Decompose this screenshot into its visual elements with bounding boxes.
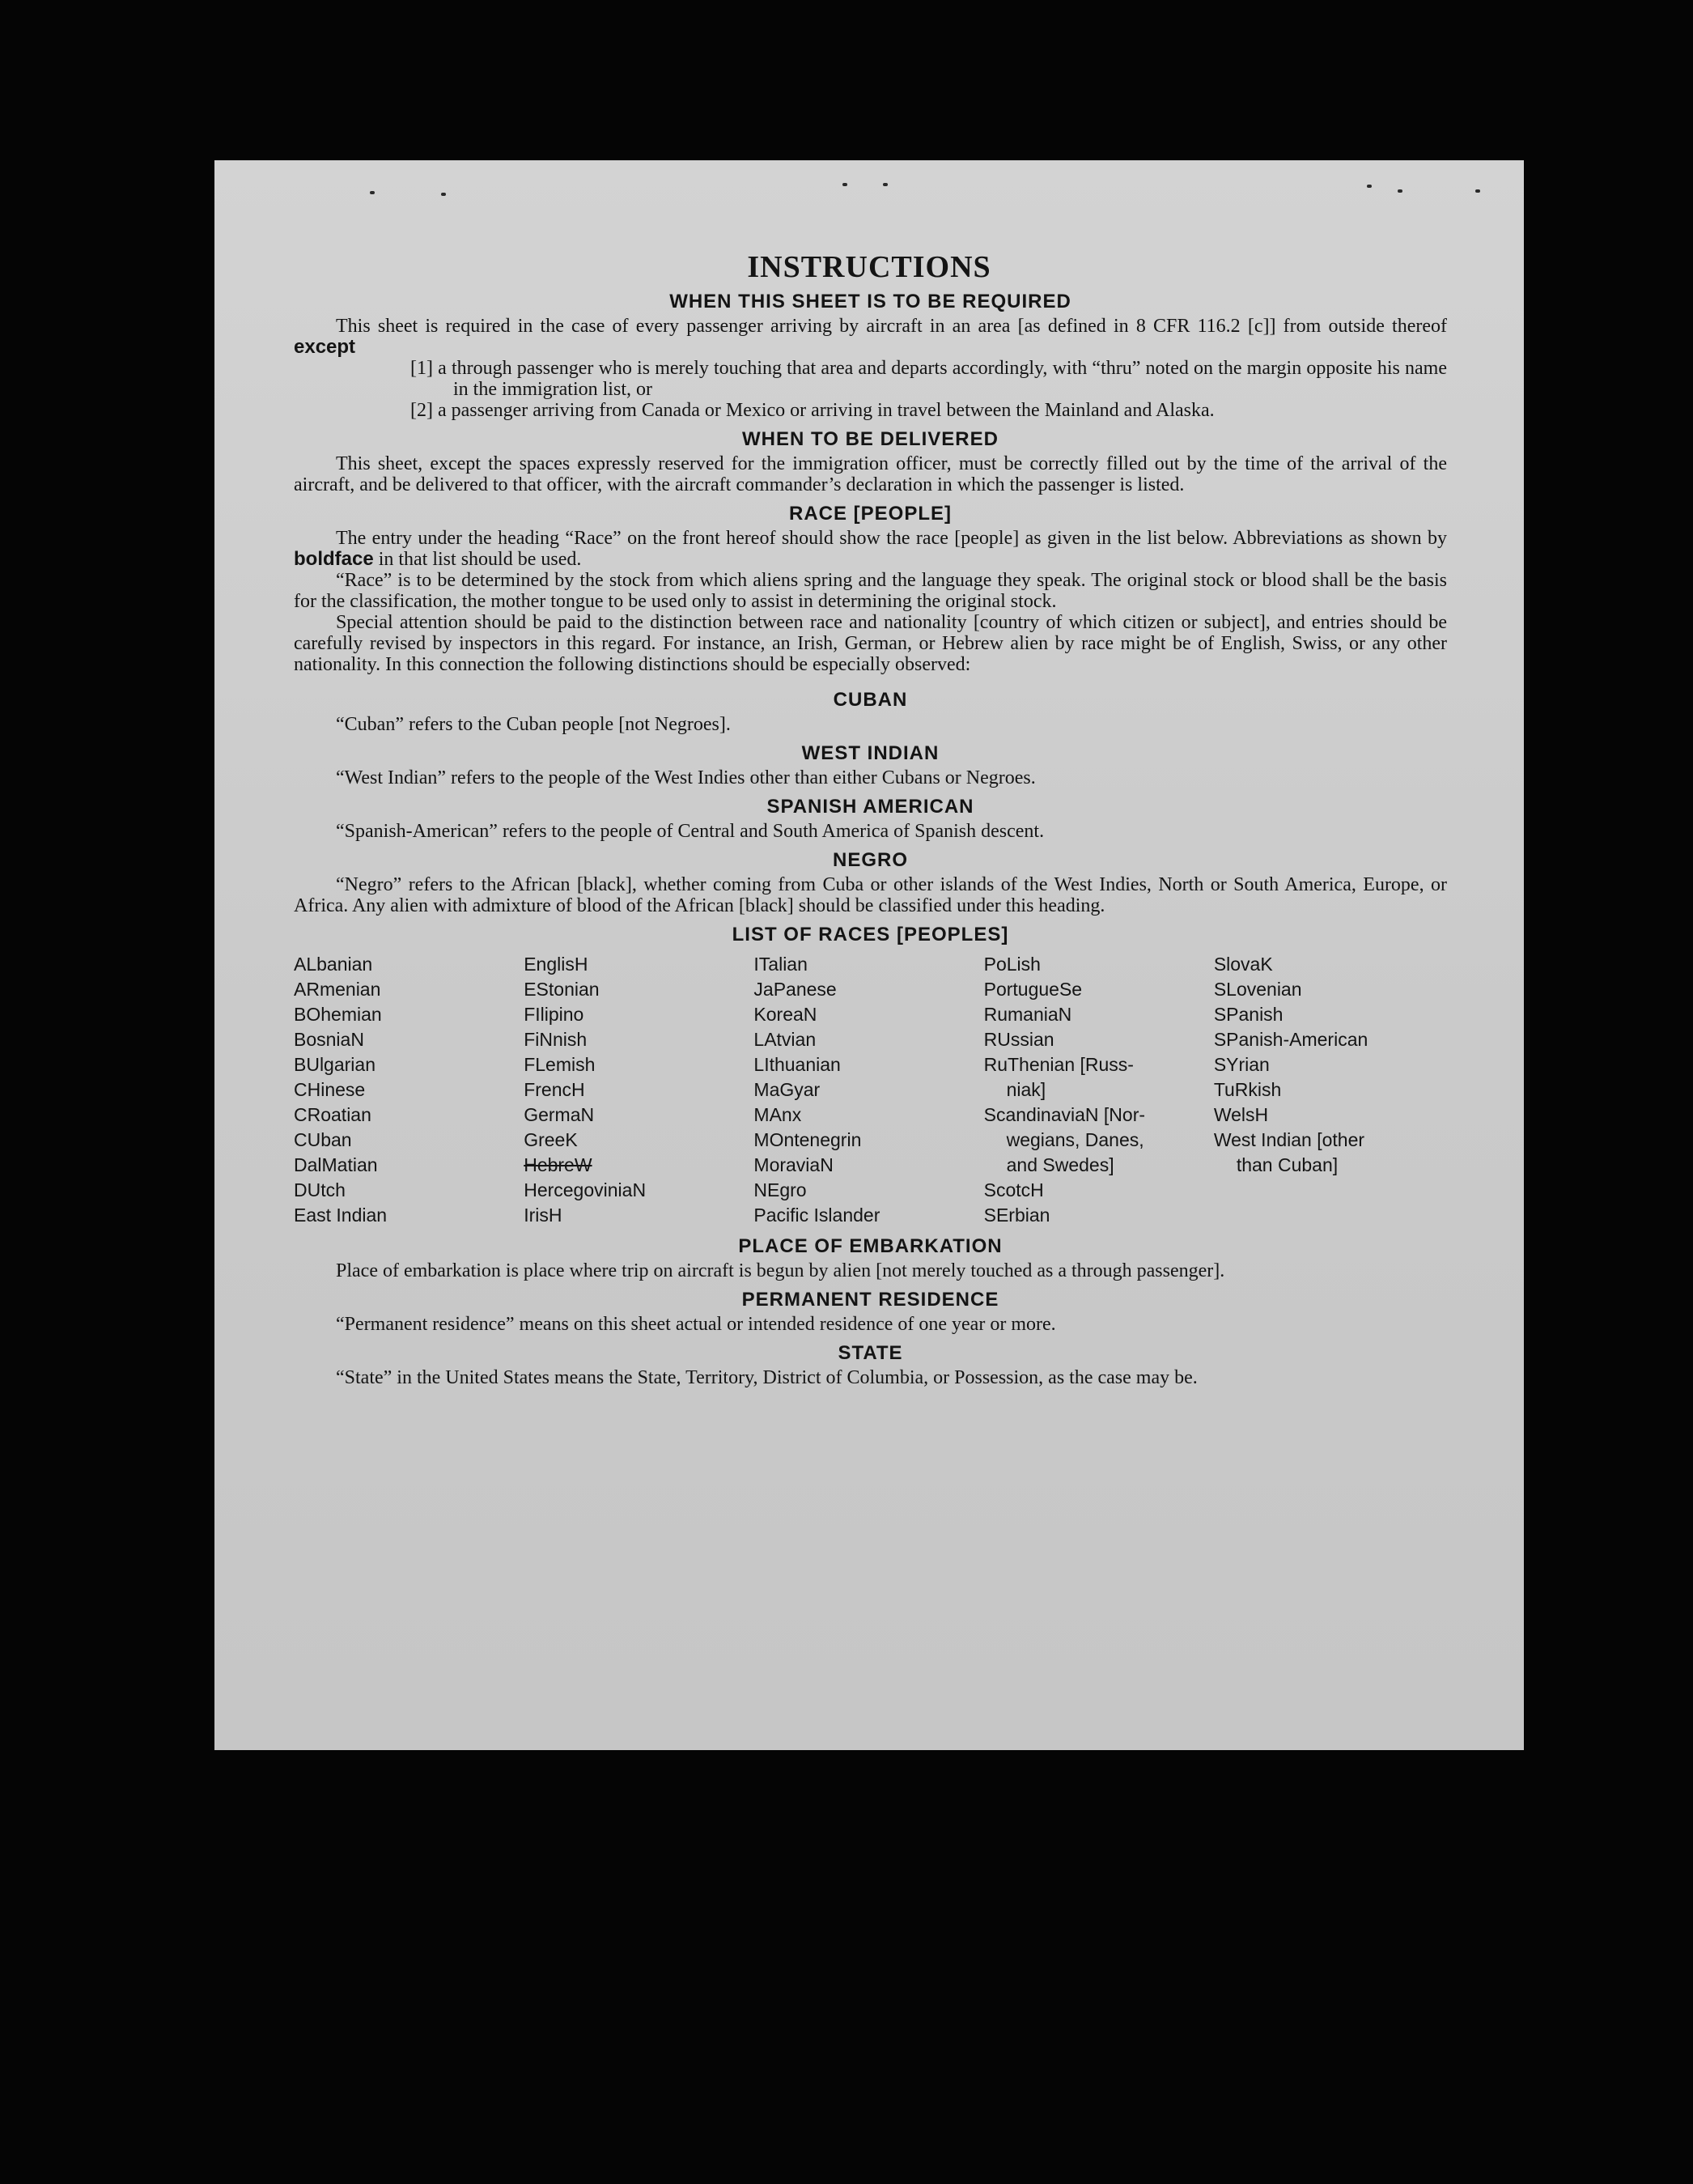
- instruction-sheet: [214, 160, 1524, 1750]
- races-column-1: [294, 952, 524, 1228]
- race-item: EStonian: [524, 979, 600, 1000]
- race-item: TuRkish: [1213, 1079, 1282, 1100]
- heading-embarkation: PLACE OF EMBARKATION: [738, 1235, 1003, 1257]
- race-item: ScandinaviaN [Nor-: [983, 1104, 1146, 1125]
- race-item: ALbanian: [294, 954, 373, 975]
- race-text-1: The entry under the heading “Race” on the front hereof should show the race [people] as given in the list below. Abbreviations as shown by: [336, 528, 1447, 549]
- race-item: NEgro: [753, 1179, 807, 1200]
- race-item: BosniaN: [294, 1029, 364, 1050]
- heading-permanent-residence: PERMANENT RESIDENCE: [741, 1289, 999, 1311]
- races-column-2: [524, 952, 753, 1228]
- heading-race: RACE [PEOPLE]: [788, 503, 952, 525]
- west-indian-paragraph: “West Indian” refers to the people of the West Indies other than either Cubans or Negroes.: [336, 767, 1036, 788]
- speck-mark: [1475, 189, 1480, 193]
- race-boldface: boldface: [294, 548, 374, 570]
- race-item: West Indian [other: [1213, 1129, 1365, 1150]
- race-item: FiNnish: [524, 1029, 588, 1050]
- speck-mark: [441, 193, 446, 196]
- race-item: MoraviaN: [753, 1154, 834, 1175]
- race-item: SlovaK: [1213, 954, 1273, 975]
- cuban-paragraph: “Cuban” refers to the Cuban people [not Negroes].: [336, 714, 731, 735]
- speck-mark: [1398, 189, 1402, 193]
- race-item: SLovenian: [1213, 979, 1302, 1000]
- race-item: LAtvian: [753, 1029, 817, 1050]
- race-item: GreeK: [524, 1129, 578, 1150]
- race-item-struck: HebreW: [524, 1154, 592, 1175]
- races-column-5: [1214, 952, 1447, 1228]
- race-item: EnglisH: [524, 954, 588, 975]
- race-paragraph-3: Special attention should be paid to the distinction between race and nationality [country of which citizen or subject], and entries should be carefully revised by inspectors in this regard. For instance, an Irish, German, or Hebrew alien by race might be of English, Swiss, or any other nationality. In this connection the following distinctions should be especially observed:: [294, 612, 1447, 675]
- heading-negro: NEGRO: [832, 849, 908, 871]
- speck-mark: [1367, 185, 1372, 188]
- race-item: FLemish: [524, 1054, 596, 1075]
- heading-cuban: CUBAN: [833, 689, 908, 711]
- speck-mark: [883, 183, 888, 186]
- embarkation-paragraph: Place of embarkation is place where trip on aircraft is begun by alien [not merely touched as a through passenger].: [336, 1260, 1225, 1281]
- race-item: WelsH: [1213, 1104, 1269, 1125]
- race-item: LIthuanian: [753, 1054, 841, 1075]
- exception-item-2: [2] a passenger arriving from Canada or Mexico or arriving in travel between the Mainland and Alaska.: [410, 400, 1215, 421]
- required-except: except: [294, 336, 356, 358]
- race-item: ScotcH: [983, 1179, 1044, 1200]
- race-item: BOhemian: [294, 1004, 382, 1025]
- race-item: MAnx: [753, 1104, 802, 1125]
- race-paragraph-1: [294, 528, 1447, 570]
- race-item-continued: niak]: [1006, 1079, 1046, 1100]
- race-item: FrencH: [524, 1079, 585, 1100]
- race-item: East Indian: [294, 1205, 388, 1226]
- race-item: ARmenian: [294, 979, 381, 1000]
- negro-paragraph: “Negro” refers to the African [black], whether coming from Cuba or other islands of the West Indies, North or South America, Europe, or Africa. Any alien with admixture of blood of the African [black] should be classified under this heading.: [294, 874, 1447, 916]
- race-item: CUban: [294, 1129, 352, 1150]
- race-item: DalMatian: [294, 1154, 378, 1175]
- race-item: PortugueSe: [983, 979, 1083, 1000]
- race-item: SPanish: [1213, 1004, 1284, 1025]
- race-item: RUssian: [983, 1029, 1054, 1050]
- race-item: MOntenegrin: [753, 1129, 862, 1150]
- heading-required: WHEN THIS SHEET IS TO BE REQUIRED: [669, 291, 1071, 312]
- heading-delivered: WHEN TO BE DELIVERED: [742, 428, 999, 450]
- speck-mark: [370, 191, 375, 194]
- race-item: SPanish-American: [1213, 1029, 1368, 1050]
- race-item: ITalian: [753, 954, 808, 975]
- race-item: PoLish: [983, 954, 1041, 975]
- race-item-continued: than Cuban]: [1236, 1154, 1339, 1175]
- race-item: IrisH: [524, 1205, 562, 1226]
- race-item: SErbian: [983, 1205, 1050, 1226]
- instructions-body: [294, 288, 1447, 1388]
- race-item: RumaniaN: [983, 1004, 1072, 1025]
- spanish-american-paragraph: “Spanish-American” refers to the people of Central and South America of Spanish descent.: [336, 821, 1045, 842]
- race-item: HercegoviniaN: [524, 1179, 647, 1200]
- race-item: FIlipino: [524, 1004, 584, 1025]
- race-item: CHinese: [294, 1079, 366, 1100]
- race-item: JaPanese: [753, 979, 837, 1000]
- residence-paragraph: “Permanent residence” means on this sheet actual or intended residence of one year or more.: [336, 1314, 1056, 1335]
- race-item: DUtch: [294, 1179, 346, 1200]
- race-item: SYrian: [1213, 1054, 1270, 1075]
- punch-marks: [214, 160, 1524, 193]
- heading-spanish-american: SPANISH AMERICAN: [766, 796, 974, 818]
- state-paragraph: “State” in the United States means the State, Territory, District of Columbia, or Possession, as the case may be.: [336, 1367, 1198, 1388]
- page-title: INSTRUCTIONS: [747, 250, 991, 284]
- race-item-continued: and Swedes]: [1006, 1154, 1114, 1175]
- race-item: GermaN: [524, 1104, 595, 1125]
- race-item: KoreaN: [753, 1004, 817, 1025]
- race-item: MaGyar: [753, 1079, 821, 1100]
- heading-west-indian: WEST INDIAN: [801, 742, 940, 764]
- exception-item-1: [1] a through passenger who is merely touching that area and departs accordingly, with “thru” noted on the margin opposite his name in the immigration list, or: [410, 358, 1447, 400]
- races-list: [294, 952, 1447, 1228]
- race-text-1-end: in that list should be used.: [373, 549, 582, 570]
- required-text: This sheet is required in the case of every passenger arriving by aircraft in an area [as defined in 8 CFR 116.2 [c]] from outside thereof: [336, 316, 1447, 337]
- races-column-4: [984, 952, 1214, 1228]
- race-paragraph-2: “Race” is to be determined by the stock from which aliens spring and the language they speak. The original stock or blood shall be the basis for the classification, the mother tongue to be used only to assist in determining the original stock.: [294, 570, 1447, 612]
- race-item: RuThenian [Russ-: [983, 1054, 1134, 1075]
- delivered-paragraph: This sheet, except the spaces expressly reserved for the immigration officer, must be correctly filled out by the time of the arrival of the aircraft, and be delivered to that officer, with the aircraft commander’s declaration in which the passenger is listed.: [294, 453, 1447, 495]
- required-paragraph: [294, 316, 1447, 358]
- races-column-3: [753, 952, 983, 1228]
- speck-mark: [842, 183, 847, 186]
- race-item-continued: wegians, Danes,: [1006, 1129, 1144, 1150]
- race-item: CRoatian: [294, 1104, 371, 1125]
- heading-state: STATE: [838, 1342, 903, 1364]
- heading-list-of-races: LIST OF RACES [PEOPLES]: [732, 924, 1009, 945]
- race-item: Pacific Islander: [753, 1205, 880, 1226]
- race-item: BUlgarian: [294, 1054, 376, 1075]
